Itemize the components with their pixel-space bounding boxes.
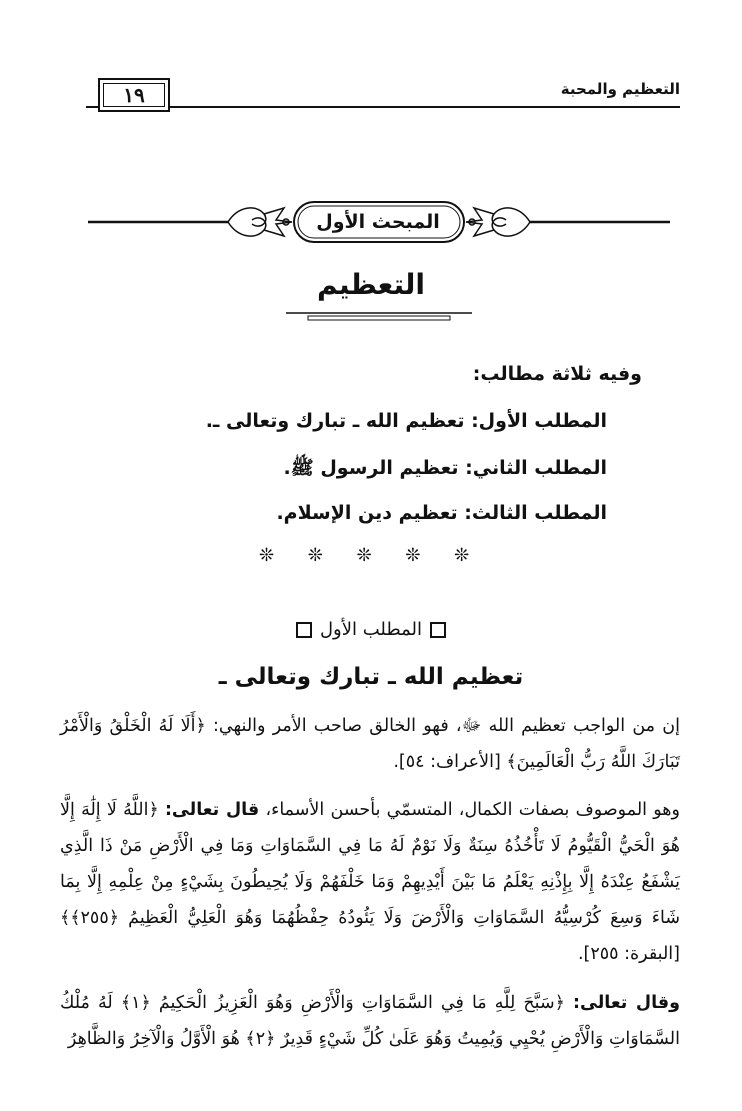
paragraph <box>60 792 680 972</box>
contents-item: المطلب الثالث: تعظيم دين الإسلام. <box>276 502 607 524</box>
quran-verse: ﴿اللَّهُ لَا إِلَٰهَ إِلَّا هُوَ الْحَيُّ الْقَيُّومُ لَا تَأْخُذُهُ سِنَةٌ وَلَا نَوْمٌ لَهُ مَا فِي السَّمَاوَاتِ وَمَا فِي الْأَرْضِ مَنْ ذَا الَّذِي يَشْفَعُ عِنْدَهُ إِلَّا بِإِذْنِهِ يَعْلَمُ مَا بَيْنَ أَيْدِيهِمْ وَمَا خَلْفَهُمْ وَلَا يُحِيطُونَ بِشَيْءٍ مِنْ عِلْمِهِ إِلَّا بِمَا شَاءَ وَسِعَ كُرْسِيُّهُ السَّمَاوَاتِ وَالْأَرْضَ وَلَا يَئُودُهُ حِفْظُهُمَا وَهُوَ الْعَلِيُّ الْعَظِيمُ ﴿٢٥٥﴾﴾ <box>60 800 680 928</box>
running-title: التعظيم والمحبة <box>560 80 680 98</box>
verse-reference: [البقرة: ٢٥٥]. <box>577 944 680 964</box>
page-number-box <box>98 78 170 112</box>
quran-verse: ﴿أَلَا لَهُ الْخَلْقُ وَالْأَمْرُ تَبَارَكَ اللَّهُ رَبُّ الْعَالَمِينَ﴾ <box>60 716 680 772</box>
ornament-left-flourish <box>228 208 292 236</box>
quote-lead: قال تعالى: <box>164 800 260 820</box>
page-number: ١٩ <box>103 83 165 107</box>
paragraph <box>60 985 680 1057</box>
paragraph <box>60 708 680 780</box>
square-bullet-icon <box>430 622 446 638</box>
square-bullet-icon <box>296 622 312 638</box>
contents-item: المطلب الأول: تعظيم الله ـ تبارك وتعالى ـ. <box>205 410 607 432</box>
contents-intro: وفيه ثلاثة مطالب: <box>472 363 642 385</box>
quran-verse: ﴿سَبَّحَ لِلَّهِ مَا فِي السَّمَاوَاتِ وَالْأَرْضِ وَهُوَ الْعَزِيزُ الْحَكِيمُ ﴿١﴾ لَهُ مُلْكُ السَّمَاوَاتِ وَالْأَرْضِ يُحْيِي وَيُمِيتُ وَهُوَ عَلَىٰ كُلِّ شَيْءٍ قَدِيرٌ ﴿٢﴾ هُوَ الْأَوَّلُ وَالْآخِرُ وَالظَّاهِرُ <box>60 993 680 1049</box>
section-heading: تعظيم الله ـ تبارك وتعالى ـ <box>218 664 524 690</box>
title-underline <box>286 311 472 321</box>
contents-item: المطلب الثاني: تعظيم الرسول ﷺ. <box>283 457 607 479</box>
section-label-row <box>0 619 742 640</box>
chapter-label: المبحث الأول <box>316 211 440 233</box>
header-rule <box>86 106 680 108</box>
paragraph-text: وهو الموصوف بصفات الكمال، المتسمّي بأحسن الأسماء، <box>265 800 680 820</box>
paragraph-text: إن من الواجب تعظيم الله ﷻ، فهو الخالق صاحب الأمر والنهي: <box>212 716 680 736</box>
verse-reference: [الأعراف: ٥٤]. <box>393 752 501 772</box>
quote-lead: وقال تعالى: <box>572 993 680 1013</box>
chapter-title: التعظيم <box>316 268 425 301</box>
ornament-right-flourish <box>466 208 530 236</box>
star-separator: ❊ ❊ ❊ ❊ ❊ <box>258 545 484 566</box>
section-label: المطلب الأول <box>319 619 423 640</box>
